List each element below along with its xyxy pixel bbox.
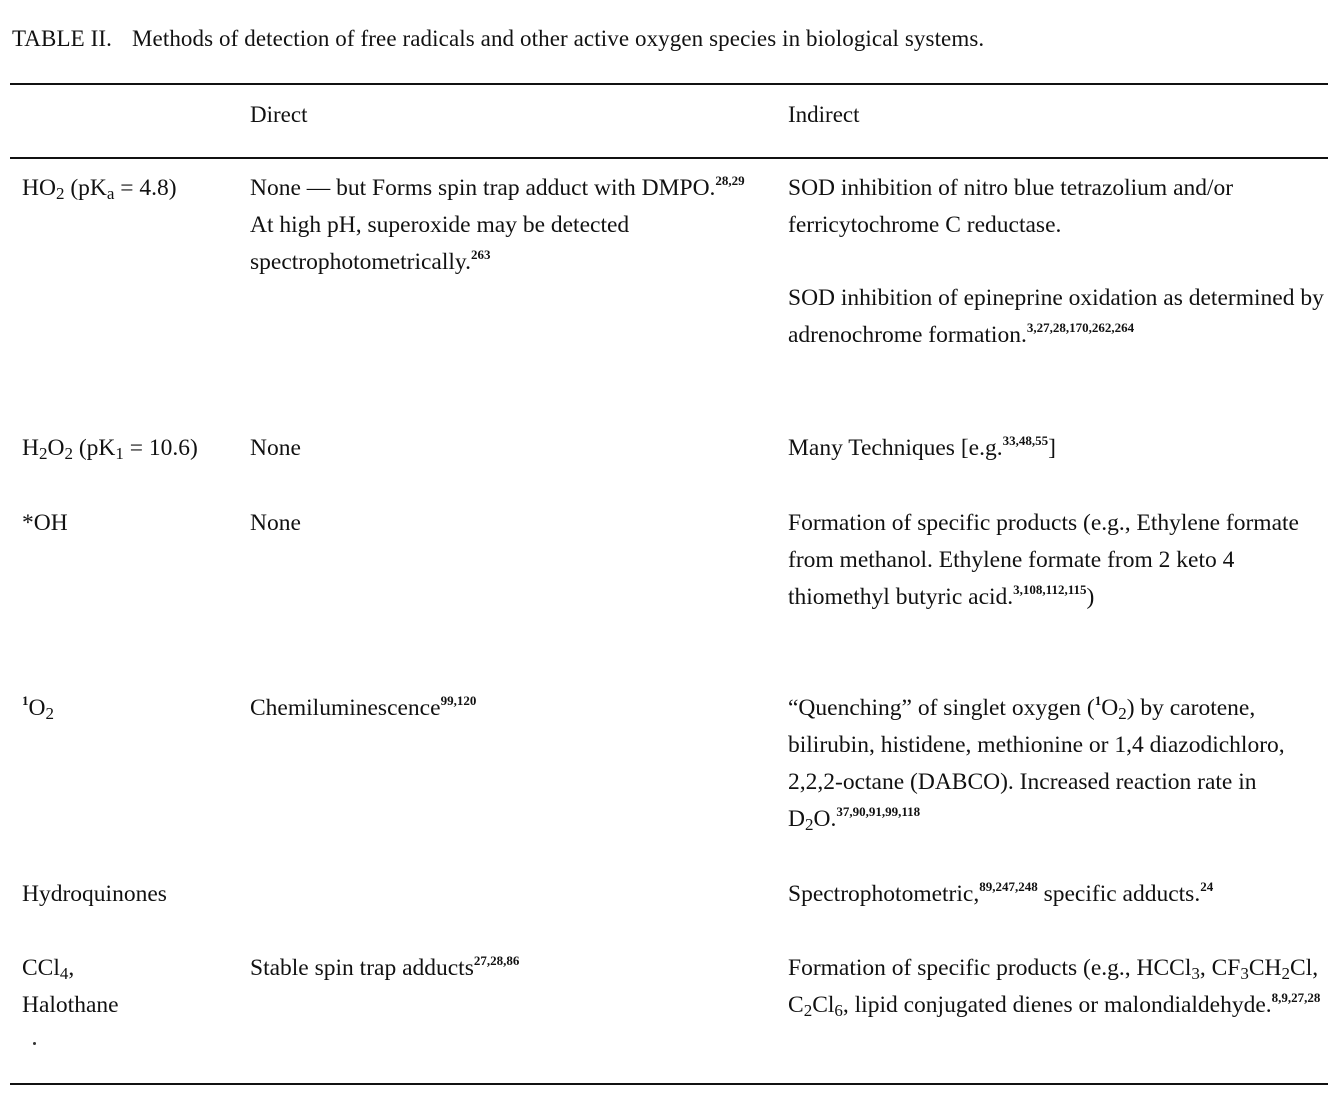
citation-superscript: 37,90,91,99,118 [836,804,921,819]
species-cell [22,170,247,207]
direct-cell [250,690,750,727]
species-text: CCl [22,955,60,981]
header-rule [10,157,1328,159]
indirect-subscript: 2 [804,815,814,834]
indirect-text: Many Techniques [e.g. [788,435,1003,461]
indirect-text: specific adducts. [1037,881,1201,907]
species-subscript: 1 [115,444,124,463]
direct-paragraph [250,170,750,281]
citation-superscript: 99,120 [440,693,477,708]
species-text: = 10.6) [123,435,198,461]
species-text: (pK [72,435,116,461]
indirect-text: CH [1248,955,1282,981]
species-text: H [22,435,39,461]
indirect-cell [788,690,1328,838]
indirect-subscript: 2 [1118,704,1127,723]
direct-text: Stable spin trap adducts [250,955,474,981]
citation-superscript: 8,9,27,28 [1271,990,1321,1005]
indirect-subscript: 3 [1240,964,1249,983]
direct-paragraph [250,430,750,467]
indirect-text: O. [813,806,837,832]
top-rule [10,83,1328,85]
indirect-text: , lipid conjugated dienes or malondialdehyde. [842,992,1272,1018]
indirect-text: Cl, C [788,955,1319,1018]
species-text: , [68,955,75,981]
indirect-text: O [1101,695,1119,721]
citation-superscript: 33,48,55 [1002,433,1049,448]
direct-text: None [250,435,301,461]
species-subscript: 2 [64,444,73,463]
bottom-rule [10,1083,1328,1085]
indirect-paragraph [788,280,1328,354]
indirect-cell [788,170,1328,354]
species-superscript: 1 [22,693,29,708]
indirect-paragraph [788,430,1328,467]
indirect-paragraph [788,876,1328,913]
citation-superscript: 24 [1200,879,1214,894]
indirect-subscript: 6 [834,1001,843,1020]
citation-superscript: 263 [471,247,491,262]
table-title: Methods of detection of free radicals and other active oxygen species in biological systems. [131,26,985,51]
citation-superscript: 28,29 [715,173,745,188]
direct-paragraph [250,690,750,727]
indirect-cell [788,430,1328,467]
direct-cell [250,505,750,542]
species-subscript: 2 [45,704,54,723]
indirect-subscript: 3 [1191,964,1200,983]
indirect-text: SOD inhibition of epineprine oxidation as determined by adrenochrome formation. [788,285,1324,348]
indirect-paragraph [788,950,1328,1024]
indirect-text: Formation of specific products (e.g., Ethylene formate from methanol. Ethylene formate from 2 keto 4 thiomethyl butyric acid. [788,510,1299,610]
species-cell [22,950,247,1024]
indirect-text: SOD inhibition of nitro blue tetrazolium and/or ferricytochrome C reductase. [788,175,1234,238]
species-text: *OH [22,510,68,536]
indirect-text: Cl [812,992,835,1018]
indirect-text: “Quenching” of singlet oxygen ( [788,695,1095,721]
citation-superscript: 89,247,248 [979,879,1038,894]
species-subscript: 2 [38,444,48,463]
indirect-cell [788,876,1328,913]
citation-superscript: 27,28,86 [473,953,520,968]
species-text: O [28,695,46,721]
direct-text: None — but Forms spin trap adduct with DMPO. [250,175,716,201]
indirect-paragraph [788,690,1328,838]
species-subscript: 2 [55,184,65,203]
indirect-paragraph [788,170,1328,244]
indirect-text: , CF [1199,955,1241,981]
indirect-subscript: 2 [1281,964,1291,983]
indirect-text: Spectrophotometric, [788,881,980,907]
citation-superscript: 3,108,112,115 [1013,582,1087,597]
species-cell [22,690,247,727]
indirect-superscript: 1 [1094,693,1102,708]
species-text: Halothane [22,992,119,1018]
indirect-cell [788,505,1328,616]
species-cell [22,505,247,542]
indirect-text: ] [1048,435,1056,461]
species-text: (pK [64,175,107,201]
species-text: Hydroquinones [22,881,167,907]
species-cell [22,876,247,913]
species-text: HO [22,175,56,201]
direct-cell [250,430,750,467]
species-text: O [47,435,65,461]
table-label: TABLE II. [12,26,112,51]
indirect-text: ) by carotene, bilirubin, histidene, methionine or 1,4 diazodichloro, 2,2,2-octane (DABCO). Increased reaction rate in D [788,695,1285,832]
species-cell [22,430,247,467]
species-subscript: 4 [59,964,69,983]
indirect-paragraph [788,505,1328,616]
species-text: = 4.8) [114,175,177,201]
direct-cell [250,170,750,281]
stray-mark [33,1042,36,1045]
direct-text: None [250,510,301,536]
indirect-text: ) [1086,584,1095,610]
header-indirect: Indirect [788,102,860,127]
direct-cell [250,950,750,987]
direct-text: Chemiluminescence [250,695,441,721]
direct-text: At high pH, superoxide may be detected spectrophotometrically. [250,212,630,275]
table-caption [12,26,984,52]
indirect-subscript: 2 [803,1001,813,1020]
citation-superscript: 3,27,28,170,262,264 [1026,320,1135,335]
direct-paragraph [250,950,750,987]
species-subscript: a [106,184,115,203]
direct-paragraph [250,505,750,542]
header-direct: Direct [250,102,308,127]
indirect-text: Formation of specific products (e.g., HCCl [788,955,1192,981]
indirect-cell [788,950,1328,1024]
